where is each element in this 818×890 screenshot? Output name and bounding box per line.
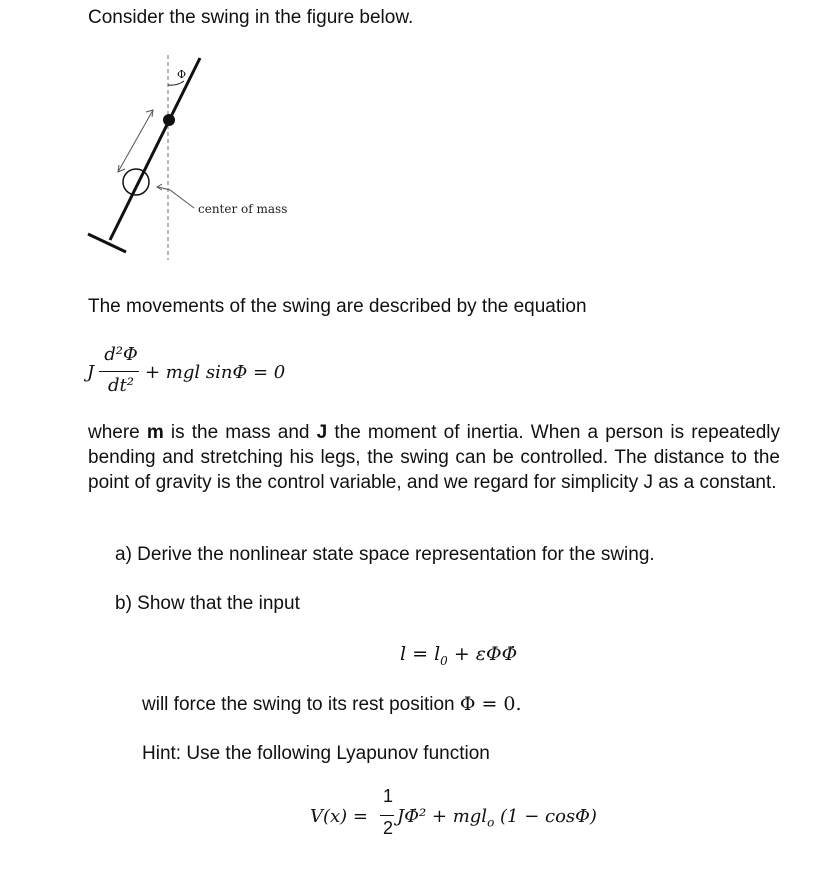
eq1-j: J — [87, 362, 95, 383]
center-of-mass-circle — [123, 169, 149, 195]
description-paragraph — [88, 420, 780, 495]
phi-label: Φ — [177, 68, 187, 81]
lyap-num: 1 — [382, 786, 393, 806]
para-j: J — [316, 422, 328, 443]
swing-diagram — [80, 50, 320, 265]
pivot-point — [163, 114, 175, 126]
item-b: b) Show that the input — [115, 593, 300, 614]
para-part1: where — [88, 422, 147, 443]
eq1-fraction-bar — [99, 371, 139, 372]
center-of-mass-label: center of mass — [198, 202, 288, 216]
lyap-part2: (1 − cosΦ) — [494, 806, 597, 827]
swing-seat — [88, 234, 126, 252]
force-line-text: will force the swing to its rest position — [142, 694, 460, 715]
eq1-numerator: d²Φ — [104, 344, 138, 365]
input-equation — [400, 642, 517, 674]
swing-figure — [80, 50, 320, 265]
hint-text: Hint: Use the following Lyapunov function — [142, 743, 490, 764]
angle-arc — [168, 81, 184, 85]
eq1-rest: + mgl sinΦ = 0 — [145, 362, 286, 383]
lyap-part1: JΦ̇² + mgl — [397, 806, 488, 827]
para-part2: is the mass and — [163, 422, 317, 443]
swing-rod — [110, 58, 200, 240]
intro-text: Consider the swing in the figure below. — [88, 7, 414, 28]
lyap-sub: o — [487, 815, 495, 830]
force-line — [142, 692, 522, 717]
input-eq-lhs: l = l — [400, 643, 441, 665]
lyap-den: 2 — [382, 818, 393, 838]
movement-sentence: The movements of the swing are described by the equation — [88, 296, 587, 317]
para-m: m — [146, 422, 164, 443]
para-part3: the moment of inertia. When a person is repeatedly bending and stretching his legs, the swing can be controlled. The distance to the point of gravity is the control variable, and we regard for simplicity J as a constant. — [88, 422, 780, 493]
lyap-fraction-bar — [380, 815, 394, 816]
lyap-rhs — [397, 806, 597, 830]
force-line-math: Φ = 0. — [459, 693, 522, 715]
item-a: a) Derive the nonlinear state space representation for the swing. — [115, 544, 655, 565]
input-eq-sub: 0 — [440, 653, 448, 668]
lyap-lhs: V(x) = — [310, 806, 368, 827]
input-eq-rhs: + εΦΦ̇ — [447, 643, 518, 665]
eq1-denominator: dt² — [108, 375, 134, 396]
center-of-mass-leader — [158, 187, 194, 208]
